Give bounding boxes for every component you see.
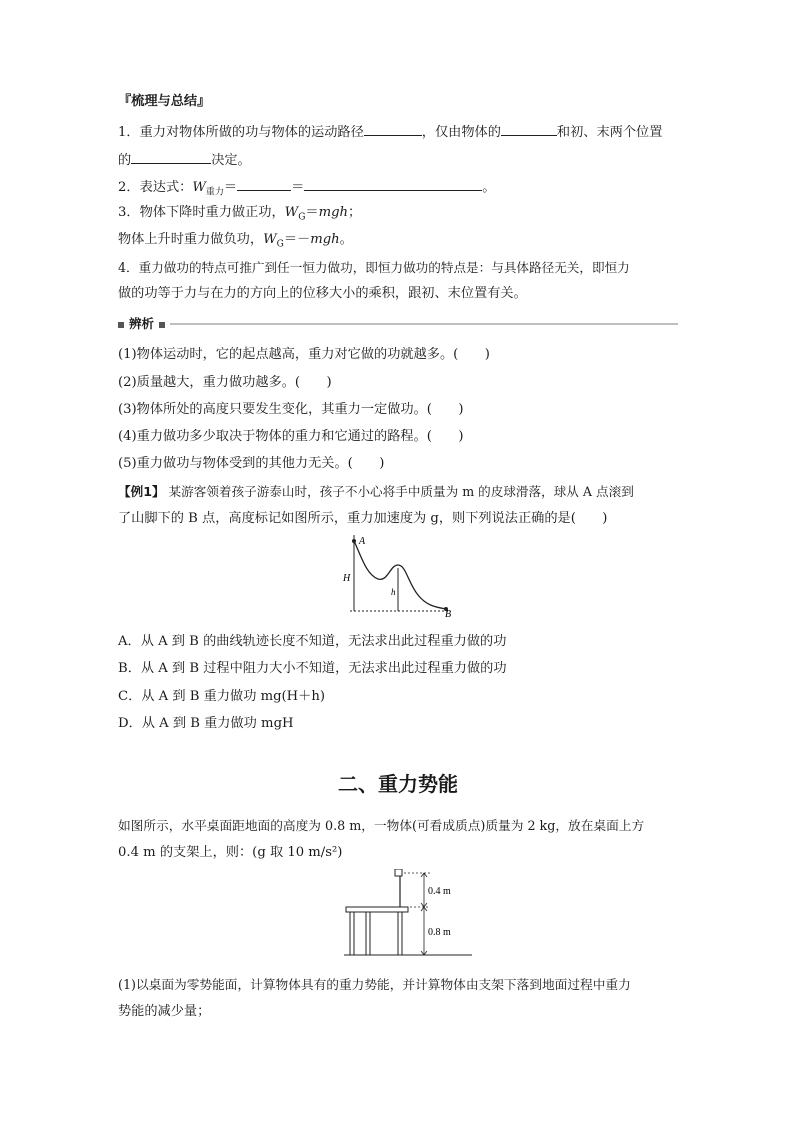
question-1-line-2: 势能的减少量；: [118, 1004, 211, 1019]
analysis-item: (4)重力做功多少取决于物体的重力和它通过的路程。( ): [118, 429, 464, 444]
point-a-dot: [352, 539, 356, 543]
p3b-end: 。: [339, 232, 353, 247]
summary-point-1-cont: [118, 149, 251, 171]
p3-sub: G: [298, 212, 306, 223]
example-tag: 【例1】: [118, 484, 165, 499]
label-b: B: [445, 609, 452, 617]
p2-eq2: ＝: [291, 180, 305, 195]
blank-quantity: [501, 121, 557, 136]
table-leg: [350, 912, 354, 955]
analysis-item: (2)质量越大，重力做功越多。( ): [118, 375, 332, 390]
p3b-text: 物体上升时重力做负功，: [118, 232, 264, 247]
label-0-4m: 0.4 m: [428, 886, 451, 897]
summary-point-4: 4．重力做功的特点可推广到任一恒力做功，即恒力做功的特点是：与具体路径无关，即恒力: [118, 260, 630, 275]
table-leg: [398, 912, 402, 955]
label-a: A: [359, 536, 366, 547]
table-figure: [344, 869, 472, 957]
p2-text: 2．表达式：: [118, 180, 193, 195]
analysis-item: (1)物体运动时，它的起点越高，重力对它做的功就越多。( ): [118, 347, 490, 362]
blank-expr1: [237, 176, 291, 191]
label-0-8m: 0.8 m: [428, 927, 451, 938]
blank-expr2: [304, 176, 482, 191]
p3-end: ；: [348, 205, 362, 220]
p1-text-c: 和初、末两个位置: [556, 125, 663, 140]
table-leg: [366, 912, 370, 955]
p3b-sub: G: [276, 239, 284, 250]
object-block: [395, 869, 402, 876]
p1-text-a: 1．重力对物体所做的功与物体的运动路径: [118, 125, 364, 140]
mountain-figure: [338, 535, 458, 617]
square-bullet-icon: [159, 322, 165, 328]
p2-eq1: ＝: [223, 180, 238, 195]
option-d: D．从 A 到 B 重力做功 mgH: [118, 716, 294, 731]
p3b-w: W: [263, 232, 277, 247]
example-1-text-1: 某游客领着孩子游泰山时，孩子不小心将手中质量为 m 的皮球滑落，球从 A 点滚到: [168, 484, 634, 499]
blank-path: [364, 121, 422, 136]
example-1-line-1: [118, 482, 634, 502]
p2-sub: 重力: [205, 187, 224, 198]
p3-w: W: [284, 205, 299, 220]
analysis-item: (3)物体所处的高度只要发生变化，其重力一定做功。( ): [118, 402, 464, 417]
summary-point-3b: [118, 230, 353, 255]
p2-end: 。: [482, 180, 496, 195]
analysis-label: 辨析: [129, 316, 155, 331]
question-1-line-1: (1)以桌面为零势能面，计算物体具有的重力势能，并计算物体由支架下落到地面过程中重力: [118, 977, 631, 992]
p1-text-d: 的: [118, 153, 132, 168]
option-c: C．从 A 到 B 重力做功 mg(H＋h): [118, 689, 325, 704]
table-top: [346, 907, 408, 912]
summary-point-4-cont: 做的功等于力与在力的方向上的位移大小的乘积，跟初、末位置有关。: [118, 286, 527, 301]
slope-curve: [354, 541, 446, 609]
summary-point-1: [118, 121, 662, 143]
section-2-intro-2: 0.4 m 的支架上，则：(g 取 10 m/s²): [118, 845, 343, 860]
divider: [170, 323, 678, 325]
section-title: 二、重力势能: [338, 772, 458, 796]
analysis-header: [118, 314, 165, 334]
p3-eq: ＝: [305, 205, 319, 220]
square-bullet-icon: [118, 322, 124, 328]
option-b: B．从 A 到 B 过程中阻力大小不知道，无法求出此过程重力做的功: [118, 661, 507, 676]
summary-point-3: [118, 203, 361, 228]
p3-expr: mgh: [318, 205, 349, 220]
p3-text: 3．物体下降时重力做正功，: [118, 205, 285, 220]
label-h: h: [391, 587, 396, 597]
blank-height: [131, 149, 211, 164]
summary-point-2: [118, 176, 495, 203]
example-1-line-2: 了山脚下的 B 点，高度标记如图所示，重力加速度为 g，则下列说法正确的是( ): [118, 511, 608, 526]
label-H: H: [343, 573, 351, 584]
p1-text-b: ，仅由物体的: [421, 125, 501, 140]
p3b-expr: mgh: [310, 232, 340, 247]
summary-header: 『梳理与总结』: [118, 94, 211, 109]
analysis-item: (5)重力做功与物体受到的其他力无关。( ): [118, 456, 385, 471]
p1-text-e: 决定。: [211, 153, 251, 168]
p3b-eq: ＝－: [283, 232, 311, 247]
p2-w: W: [192, 180, 206, 195]
option-a: A．从 A 到 B 的曲线轨迹长度不知道，无法求出此过程重力做的功: [118, 634, 507, 649]
section-2-intro-1: 如图所示，水平桌面距地面的高度为 0.8 m，一物体(可看成质点)质量为 2 kg，放在桌面上方: [118, 818, 645, 833]
